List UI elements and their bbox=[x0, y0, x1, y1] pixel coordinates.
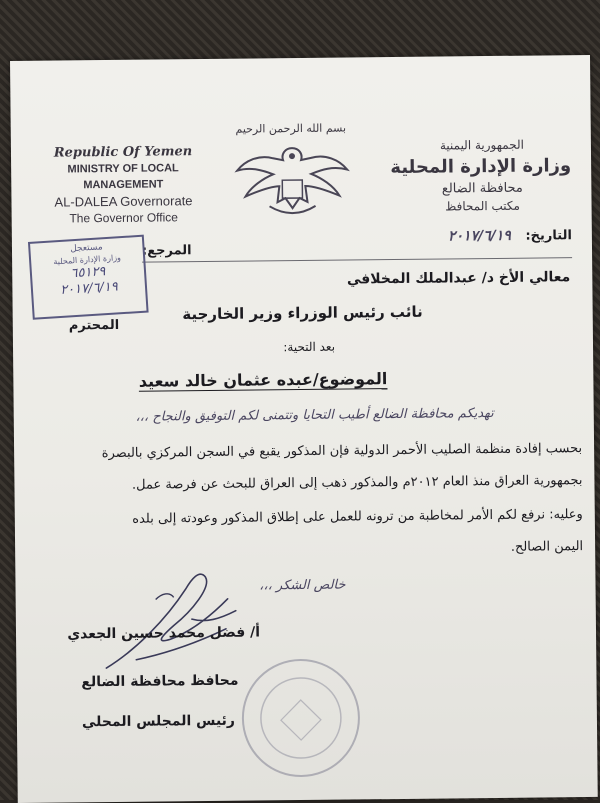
body-paragraph2-line2: اليمن الصالح. bbox=[510, 539, 584, 555]
ar-republic: الجمهورية اليمنية bbox=[439, 137, 524, 153]
addressee-line1: معالي الأخ د/ عبدالملك المخلافي bbox=[346, 269, 571, 288]
official-seal-icon bbox=[236, 653, 365, 782]
body-paragraph2-line1: وعليه: نرفع لكم الأمر لمخاطبة من ترونه للعمل على إطلاق المذكور وعودته إلى بلده bbox=[132, 507, 583, 527]
date-field bbox=[448, 227, 572, 244]
basmala: بسم الله الرحمن الرحيم bbox=[235, 121, 347, 136]
header-rule bbox=[142, 257, 572, 263]
subject-line: الموضوع/عبده عثمان خالد سعيد bbox=[138, 369, 388, 391]
body-paragraph1-line1: بحسب إفادة منظمة الصليب الأحمر الدولية فإن المذكور يقبع في السجن المركزي بالبصرة bbox=[101, 441, 583, 462]
greeting: بعد التحية: bbox=[283, 339, 336, 355]
ar-ministry: وزارة الإدارة المحلية bbox=[390, 155, 572, 179]
eagle-emblem-icon bbox=[233, 139, 352, 220]
signatory-title1: محافظ محافظة الضالع bbox=[81, 672, 239, 691]
letterhead-arabic bbox=[390, 135, 572, 215]
intro-line: تهديكم محافظة الضالع أطيب التحايا وتتمنى لكم التوفيق والنجاح ،،، bbox=[135, 405, 494, 425]
date-label: التاريخ: bbox=[525, 228, 572, 244]
reference-label: المرجع: bbox=[141, 243, 192, 259]
stamp-number: ٦٥١٢٩ bbox=[70, 264, 106, 282]
addressee-honorific: المحترم bbox=[68, 317, 120, 334]
en-governorate: AL-DALEA Governorate bbox=[54, 193, 193, 210]
letterhead-english bbox=[33, 143, 214, 227]
handwritten-signature-icon bbox=[95, 558, 256, 680]
stamp-date: ٢٠١٧/٦/١٩ bbox=[59, 279, 119, 299]
date-value: ٢٠١٧/٦/١٩ bbox=[447, 227, 511, 245]
ar-governorate: محافظة الضالع bbox=[441, 180, 523, 197]
signatory-name: أ/ فضل محمد حسين الجعدي bbox=[67, 624, 261, 643]
body-paragraph1-line2: بجمهورية العراق منذ العام ٢٠١٢م والمذكور ذهب إلى العراق للبحث عن فرصة عمل. bbox=[131, 473, 583, 493]
closing-line: خالص الشكر ،،، bbox=[259, 577, 346, 594]
incoming-stamp bbox=[28, 235, 149, 320]
addressee-line2: نائب رئيس الوزراء وزير الخارجية bbox=[182, 302, 423, 324]
en-office: The Governor Office bbox=[69, 210, 178, 226]
en-republic: Republic Of Yemen bbox=[53, 144, 193, 161]
signatory-title2: رئيس المجلس المحلي bbox=[81, 712, 236, 731]
en-ministry: MINISTRY OF LOCAL MANAGEMENT bbox=[67, 162, 179, 192]
ar-office: مكتب المحافظ bbox=[445, 198, 520, 214]
stamp-line2: وزارة الإدارة المحلية bbox=[53, 253, 122, 267]
letter-page bbox=[10, 55, 598, 803]
stamp-line1: مستعجل bbox=[69, 242, 104, 255]
